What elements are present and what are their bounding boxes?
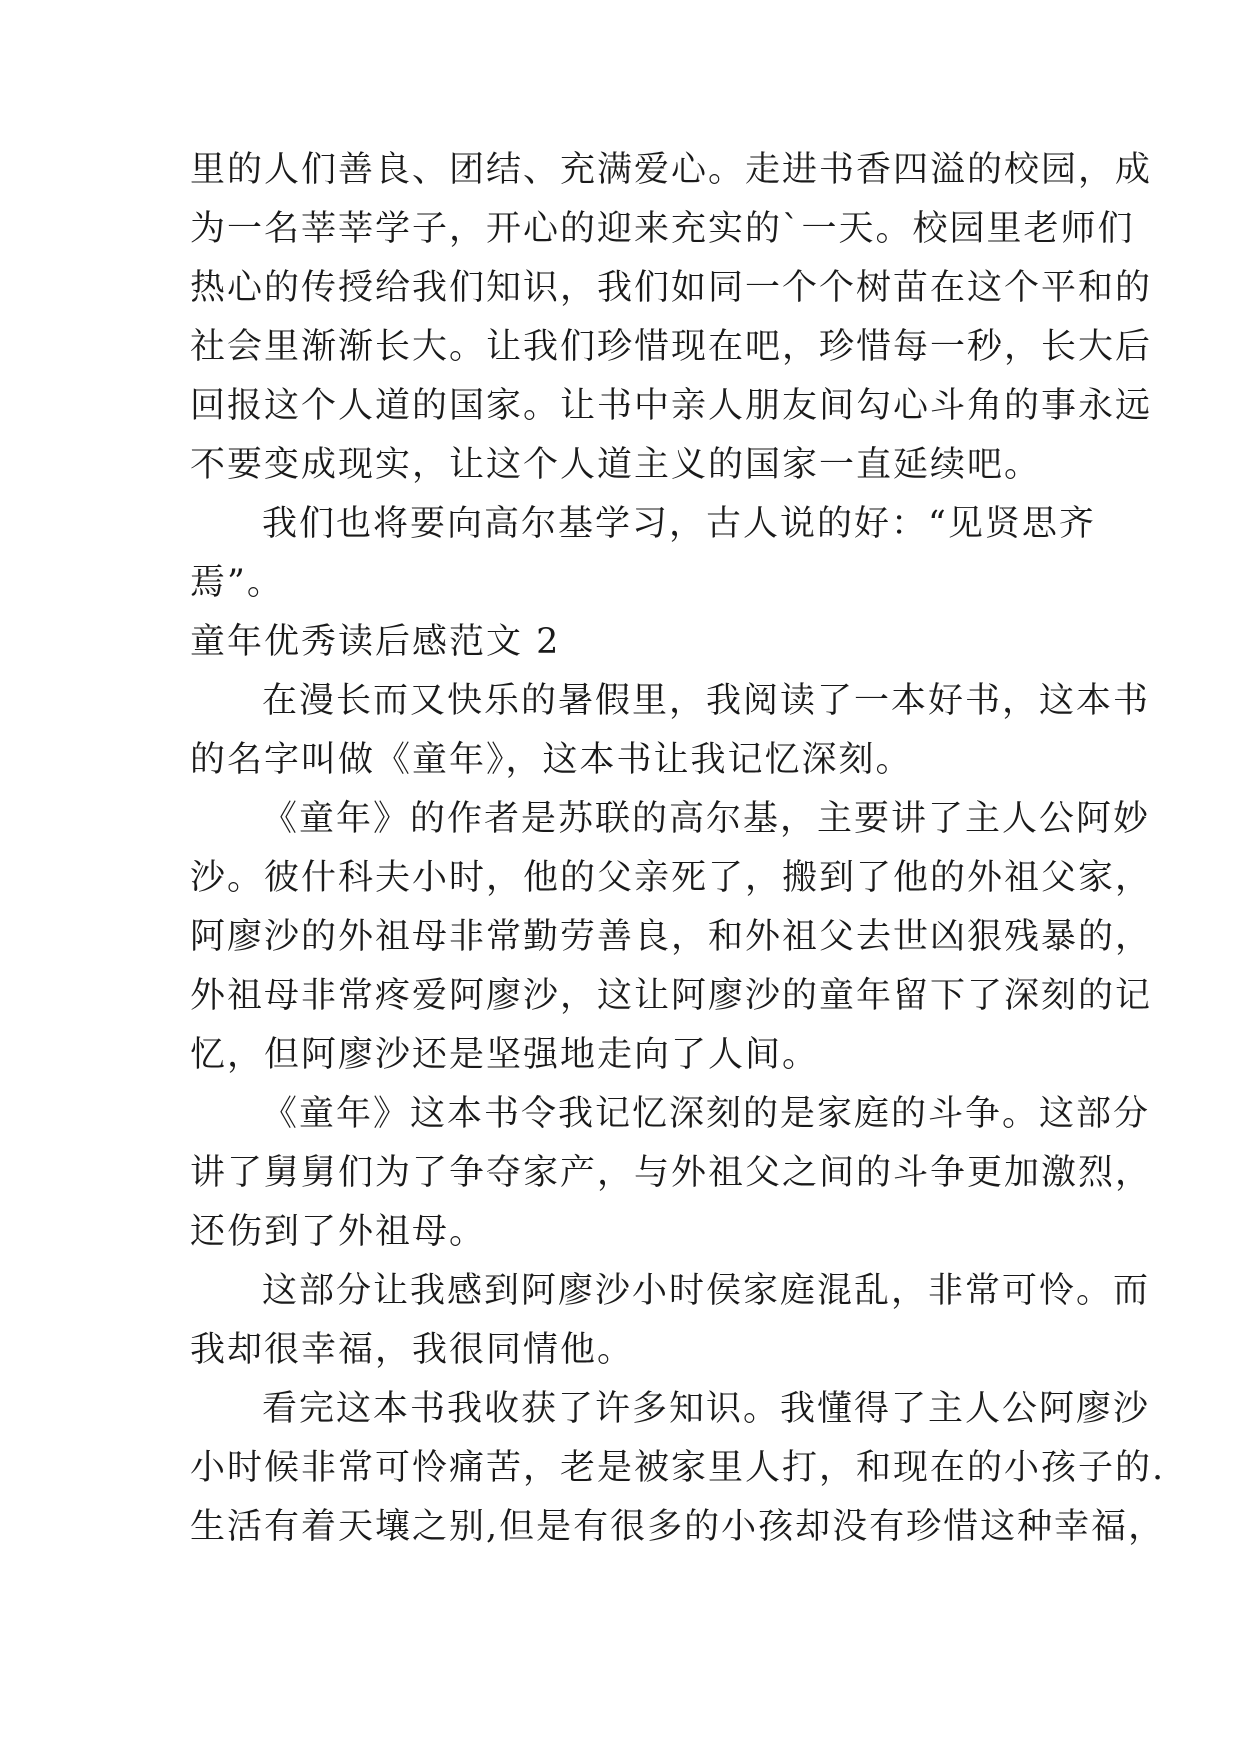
text-line: 小时候非常可怜痛苦，老是被家里人打，和现在的小孩子的. [190, 1448, 1166, 1488]
text-line: 生活有着天壤之别,但是有很多的小孩却没有珍惜这种幸福， [190, 1507, 1166, 1547]
text-line: 讲了舅舅们为了争夺家产，与外祖父之间的斗争更加激烈， [190, 1153, 1153, 1193]
text-line: 的名字叫做《童年》，这本书让我记忆深刻。 [190, 740, 913, 780]
text-line: 里的人们善良、团结、充满爱心。走进书香四溢的校园，成 [190, 150, 1153, 190]
text-line: 我却很幸福，我很同情他。 [190, 1330, 635, 1370]
paragraph-first-line: 看完这本书我收获了许多知识。我懂得了主人公阿廖沙 [262, 1389, 1151, 1429]
paragraph-first-line: 这部分让我感到阿廖沙小时侯家庭混乱，非常可怜。而 [262, 1271, 1151, 1311]
text-line: 社会里渐渐长大。让我们珍惜现在吧，珍惜每一秒，长大后 [190, 327, 1153, 367]
text-line: 为一名莘莘学子，开心的迎来充实的`一天。校园里老师们 [190, 209, 1135, 249]
text-line: 外祖母非常疼爱阿廖沙，这让阿廖沙的童年留下了深刻的记 [190, 976, 1153, 1016]
paragraph-first-line: 《童年》的作者是苏联的高尔基，主要讲了主人公阿妙 [262, 799, 1151, 839]
text-line: 不要变成现实，让这个人道主义的国家一直延续吧。 [190, 445, 1042, 485]
text-line: 沙。彼什科夫小时，他的父亲死了，搬到了他的外祖父家， [190, 858, 1153, 898]
section-heading: 童年优秀读后感范文 2 [190, 622, 561, 662]
paragraph-first-line: 在漫长而又快乐的暑假里，我阅读了一本好书，这本书 [262, 681, 1151, 721]
text-line: 阿廖沙的外祖母非常勤劳善良，和外祖父去世凶狠残暴的， [190, 917, 1153, 957]
paragraph-first-line: 《童年》这本书令我记忆深刻的是家庭的斗争。这部分 [262, 1094, 1151, 1134]
text-line: 热心的传授给我们知识，我们如同一个个树苗在这个平和的 [190, 268, 1153, 308]
text-line: 回报这个人道的国家。让书中亲人朋友间勾心斗角的事永远 [190, 386, 1153, 426]
paragraph-first-line: 我们也将要向高尔基学习，古人说的好：“见贤思齐 [262, 504, 1096, 544]
text-line: 还伤到了外祖母。 [190, 1212, 487, 1252]
text-line: 忆，但阿廖沙还是坚强地走向了人间。 [190, 1035, 820, 1075]
text-line: 焉”。 [190, 563, 284, 603]
